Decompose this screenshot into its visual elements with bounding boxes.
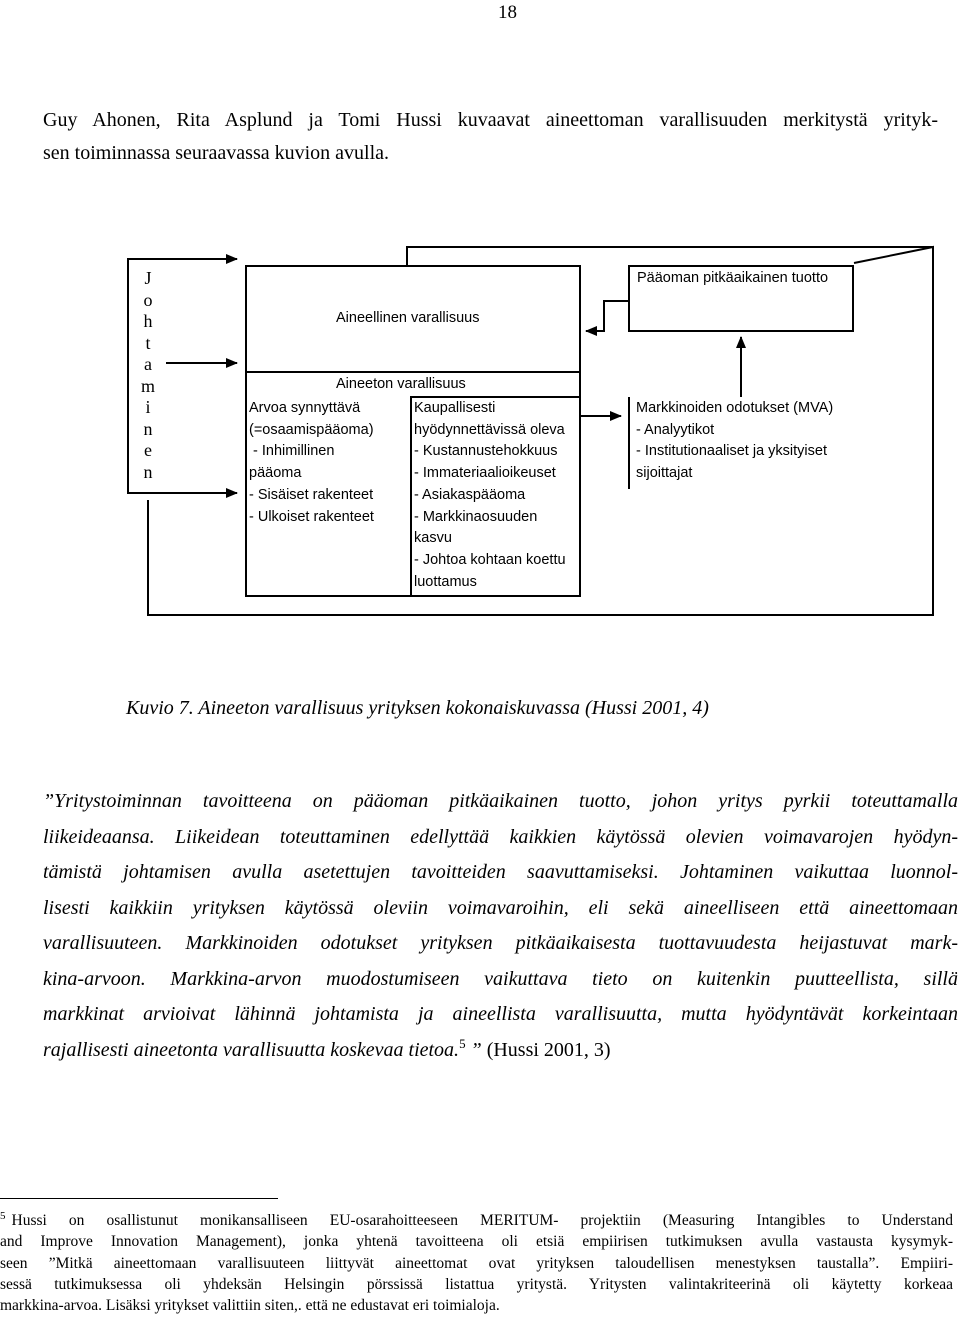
quote-line: lisesti kaikkiin yrityksen käytössä oleviin voimavaroihin, eli sekä aineelliseen että aineettomaan	[43, 896, 958, 919]
intro-line-1: Guy Ahonen, Rita Asplund ja Tomi Hussi kuvaavat aineettoman varallisuuden merkitystä yrityk-	[43, 109, 938, 131]
page-number: 18	[498, 2, 517, 23]
footnote-line: sessä tutkimuksessa oli yhdeksän Helsingin pörssissä listattua yritystä. Yritysten valintakriteerinä oli käytetty korkeaa	[0, 1275, 953, 1293]
footnote-ref: 5	[459, 1035, 466, 1051]
footnote-line: $^5$ Hussi on osallistunut monikansalliseen EU-osarahoitteeseen MERITUM- projektiin (Measuring Intangibles to Understand	[0, 1210, 953, 1229]
footnote-number: 5	[0, 1210, 6, 1222]
quote-line: kina-arvoon. Markkina-arvon muodostumiseen vaikuttava tieto on kuitenkin puutteellista, sillä	[43, 967, 958, 990]
figure-caption: Kuvio 7. Aineeton varallisuus yrityksen kokonaiskuvassa (Hussi 2001, 4)	[126, 697, 709, 719]
quote-line: markkinat arvioivat lähinnä johtamista ja aineellista varallisuutta, mutta hyödyntävät korkeintaan	[43, 1003, 958, 1025]
intangible-assets-label: Aineeton varallisuus	[336, 376, 466, 392]
footnote-line: seen ”Mitkä aineettomaan varallisuuteen liittyvät aineettomat ovat yrityksen taloudellisen menestyksen taustalla”. Empiiri-	[0, 1254, 953, 1272]
footnote-line: and Improve Innovation Management), jonka yhtenä tavoitteena oli etsiä empiirisen tutkimuksen avulla vastausta kysymyk-	[0, 1233, 953, 1251]
value-creating-list: Arvoa synnyttävä (=osaamispääoma) - Inhimillinen pääoma - Sisäiset rakenteet - Ulkoiset rakenteet	[249, 400, 374, 525]
citation: (Hussi 2001, 3)	[481, 1038, 611, 1061]
quote-line: ”Yritystoiminnan tavoitteena on pääoman pitkäaikainen tuotto, johon yritys pyrkii toteuttamalla	[43, 790, 958, 812]
quote-last-line: rajallisesti aineetonta varallisuutta koskevaa tietoa.$^5$ ” (Hussi 2001, 3)	[43, 1035, 611, 1061]
return-label: Pääoman pitkäaikainen tuotto	[637, 270, 829, 286]
quote-line: liikeideaansa. Liikeidean toteuttaminen edellyttää kaikkien käytössä olevien voimavarojen hyödyn-	[43, 825, 958, 848]
footnote-line: markkina-arvoa. Lisäksi yritykset valittiin siten,. että ne edustavat eri toimialoja.	[0, 1297, 500, 1315]
commercial-list: Kaupallisesti hyödynnettävissä oleva - Kustannustehokkuus - Immateriaalioikeuset - Asiakaspääoma - Markkinaosuuden kasvu - Johtoa kohtaan koettu luottamus	[414, 400, 566, 590]
intro-line-2: sen toiminnassa seuraavassa kuvion avulla.	[43, 142, 390, 164]
quote-line: varallisuuteen. Markkinoiden odotukset yrityksen pitkäaikaisesta tuottavuudesta heijastuvat mark-	[43, 932, 958, 954]
footnote-separator	[0, 1198, 278, 1199]
arrow-return-to-assets	[586, 301, 628, 331]
johtaminen-label: J o h t a m i n e n	[140, 268, 155, 482]
quote-paragraph	[43, 784, 958, 1068]
quote-line: tämistä johtamisen avulla asetettujen tavoitteiden saavuttamiseksi. Johtaminen vaikuttaa luonnol-	[43, 861, 958, 883]
footnote	[0, 1210, 953, 1316]
tangible-assets-label: Aineellinen varallisuus	[336, 310, 480, 326]
market-expectations-list: Markkinoiden odotukset (MVA) - Analyytikot - Institutionaaliset ja yksityiset sijoittajat	[636, 400, 834, 482]
